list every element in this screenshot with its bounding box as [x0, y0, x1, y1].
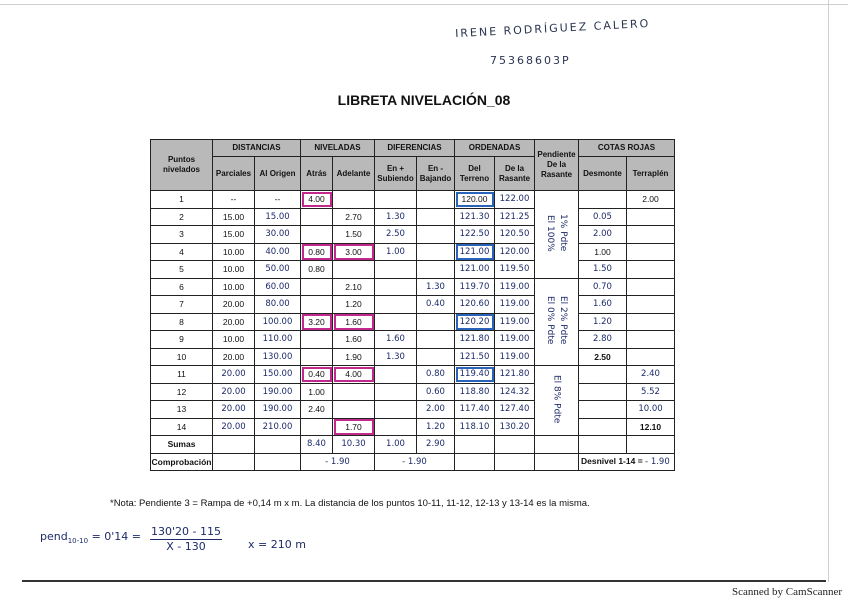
cell-rasante: 119.00	[495, 278, 535, 296]
sumas-row	[151, 436, 675, 454]
desnivel-cell	[579, 453, 675, 471]
cell-bajando	[417, 208, 455, 226]
cell-desmonte: 2.80	[579, 331, 627, 349]
cell-bajando: 0.80	[417, 366, 455, 384]
cell-adelante	[333, 261, 375, 279]
cell-origen: 50.00	[255, 261, 301, 279]
cell-rasante: 120.00	[495, 243, 535, 261]
cell-atras	[301, 331, 333, 349]
cell-adelante: 3.00	[333, 243, 375, 261]
table-row	[151, 313, 675, 331]
cell-subiendo: 1.00	[375, 243, 417, 261]
header-rasante: De la Rasante	[495, 157, 535, 191]
cell-punto: 6	[151, 278, 213, 296]
cell-adelante: 2.70	[333, 208, 375, 226]
cell-punto: 7	[151, 296, 213, 314]
header-ordenadas: ORDENADAS	[455, 140, 535, 157]
cell-terreno: 119.70	[455, 278, 495, 296]
formula-result: x = 210 m	[248, 538, 306, 551]
header-adelante: Adelante	[333, 157, 375, 191]
cell-desmonte: 1.60	[579, 296, 627, 314]
formula-lhs: pend	[40, 530, 68, 543]
cell-atras	[301, 296, 333, 314]
header-niveladas: NIVELADAS	[301, 140, 375, 157]
cell-subiendo: 2.50	[375, 226, 417, 244]
scanner-footer: Scanned by CamScanner	[732, 586, 842, 598]
header-terraplen: Terraplén	[627, 157, 675, 191]
student-name: IRENE RODRÍGUEZ CALERO	[454, 16, 651, 41]
cell-origen: 30.00	[255, 226, 301, 244]
sumas-label: Sumas	[151, 436, 213, 454]
table-row	[151, 261, 675, 279]
cell-subiendo	[375, 313, 417, 331]
comprobacion-row	[151, 453, 675, 471]
table-row	[151, 243, 675, 261]
cell-punto: 2	[151, 208, 213, 226]
cell-rasante: 122.00	[495, 191, 535, 209]
header-subiendo: En + Subiendo	[375, 157, 417, 191]
cell-rasante: 121.80	[495, 366, 535, 384]
leveling-table	[150, 139, 675, 471]
header-distancias: DISTANCIAS	[213, 140, 301, 157]
cell-adelante: 1.70	[333, 418, 375, 436]
cell-terreno: 121.50	[455, 348, 495, 366]
cell-bajando	[417, 331, 455, 349]
cell-terraplen: 2.40	[627, 366, 675, 384]
header-cotas: COTAS ROJAS	[579, 140, 675, 157]
cell-desmonte: 1.00	[579, 243, 627, 261]
table-row	[151, 226, 675, 244]
cell-subiendo: 1.30	[375, 208, 417, 226]
cell-desmonte: 1.20	[579, 313, 627, 331]
cell-bajando: 0.60	[417, 383, 455, 401]
header-pendiente: Pendiente De la Rasante	[535, 140, 579, 191]
pendiente-note-2: El 0% Pdte El 2% Pdte	[535, 278, 579, 366]
cell-terreno: 118.80	[455, 383, 495, 401]
cell-terraplen	[627, 331, 675, 349]
header-atras: Atrás	[301, 157, 333, 191]
cell-atras: 0.80	[301, 243, 333, 261]
table-row	[151, 208, 675, 226]
formula-denominator: X - 130	[166, 540, 206, 553]
cell-desmonte: 0.05	[579, 208, 627, 226]
cell-rasante: 130.20	[495, 418, 535, 436]
formula	[40, 530, 141, 545]
table-row	[151, 331, 675, 349]
cell-adelante: 1.60	[333, 331, 375, 349]
pendiente-note-3: El 8% Pdte	[535, 366, 579, 436]
cell-origen: 80.00	[255, 296, 301, 314]
cell-desmonte: 2.00	[579, 226, 627, 244]
cell-terreno: 119.40	[455, 366, 495, 384]
cell-atras: 0.80	[301, 261, 333, 279]
cell-terraplen: 2.00	[627, 191, 675, 209]
table-row	[151, 383, 675, 401]
header-bajando: En - Bajando	[417, 157, 455, 191]
cell-terreno: 121.00	[455, 243, 495, 261]
cell-subiendo: 1.60	[375, 331, 417, 349]
comprobacion-niveladas: - 1.90	[301, 453, 375, 471]
cell-parciales: 10.00	[213, 261, 255, 279]
formula-fraction	[150, 525, 222, 553]
cell-parciales: 10.00	[213, 278, 255, 296]
cell-atras: 1.00	[301, 383, 333, 401]
cell-atras: 4.00	[301, 191, 333, 209]
cell-rasante: 119.00	[495, 348, 535, 366]
cell-adelante: 1.90	[333, 348, 375, 366]
cell-rasante: 127.40	[495, 401, 535, 419]
cell-origen: 15.00	[255, 208, 301, 226]
cell-atras: 2.40	[301, 401, 333, 419]
header-al-origen: Al Origen	[255, 157, 301, 191]
cell-atras	[301, 226, 333, 244]
table-row	[151, 418, 675, 436]
cell-adelante	[333, 401, 375, 419]
cell-subiendo	[375, 418, 417, 436]
header-desmonte: Desmonte	[579, 157, 627, 191]
cell-terraplen: 12.10	[627, 418, 675, 436]
cell-rasante: 119.50	[495, 261, 535, 279]
cell-parciales: 15.00	[213, 208, 255, 226]
desnivel-value: - 1.90	[645, 457, 670, 468]
comprobacion-label: Comprobación	[151, 453, 213, 471]
header-diferencias: DIFERENCIAS	[375, 140, 455, 157]
table-row	[151, 191, 675, 209]
cell-terraplen	[627, 313, 675, 331]
cell-punto: 3	[151, 226, 213, 244]
cell-desmonte	[579, 191, 627, 209]
header-terreno: Del Terreno	[455, 157, 495, 191]
cell-subiendo	[375, 296, 417, 314]
cell-adelante: 4.00	[333, 366, 375, 384]
cell-bajando	[417, 243, 455, 261]
cell-parciales: 20.00	[213, 348, 255, 366]
cell-desmonte	[579, 383, 627, 401]
cell-atras: 0.40	[301, 366, 333, 384]
cell-atras	[301, 208, 333, 226]
cell-adelante	[333, 191, 375, 209]
cell-origen: 190.00	[255, 401, 301, 419]
cell-parciales: 20.00	[213, 313, 255, 331]
cell-adelante	[333, 383, 375, 401]
cell-punto: 4	[151, 243, 213, 261]
cell-origen: 40.00	[255, 243, 301, 261]
cell-terraplen: 5.52	[627, 383, 675, 401]
cell-desmonte	[579, 418, 627, 436]
cell-adelante: 2.10	[333, 278, 375, 296]
cell-subiendo	[375, 383, 417, 401]
page-edge	[828, 0, 829, 582]
cell-adelante: 1.50	[333, 226, 375, 244]
cell-terreno: 118.10	[455, 418, 495, 436]
comprobacion-diferencias: - 1.90	[375, 453, 455, 471]
header-puntos: Puntos nivelados	[151, 140, 213, 191]
cell-bajando: 1.30	[417, 278, 455, 296]
cell-terreno: 120.00	[455, 191, 495, 209]
cell-terraplen	[627, 243, 675, 261]
sumas-subiendo: 1.00	[375, 436, 417, 454]
cell-bajando: 1.20	[417, 418, 455, 436]
cell-punto: 8	[151, 313, 213, 331]
cell-origen: 210.00	[255, 418, 301, 436]
cell-parciales: 20.00	[213, 418, 255, 436]
cell-bajando	[417, 348, 455, 366]
cell-subiendo	[375, 278, 417, 296]
cell-terraplen	[627, 261, 675, 279]
cell-terreno: 120.60	[455, 296, 495, 314]
cell-desmonte: 0.70	[579, 278, 627, 296]
cell-subiendo	[375, 401, 417, 419]
cell-origen: --	[255, 191, 301, 209]
cell-terreno: 122.50	[455, 226, 495, 244]
cell-rasante: 120.50	[495, 226, 535, 244]
cell-bajando	[417, 226, 455, 244]
cell-subiendo: 1.30	[375, 348, 417, 366]
cell-rasante: 121.25	[495, 208, 535, 226]
top-rule	[0, 4, 848, 5]
cell-desmonte	[579, 366, 627, 384]
cell-terraplen	[627, 348, 675, 366]
cell-terraplen	[627, 278, 675, 296]
cell-adelante: 1.60	[333, 313, 375, 331]
cell-terraplen	[627, 226, 675, 244]
cell-origen: 60.00	[255, 278, 301, 296]
cell-origen: 150.00	[255, 366, 301, 384]
table-row	[151, 296, 675, 314]
cell-bajando	[417, 313, 455, 331]
cell-punto: 14	[151, 418, 213, 436]
cell-origen: 110.00	[255, 331, 301, 349]
cell-punto: 5	[151, 261, 213, 279]
page-title: LIBRETA NIVELACIÓN_08	[337, 92, 511, 108]
cell-rasante: 119.00	[495, 331, 535, 349]
table-row	[151, 278, 675, 296]
cell-atras	[301, 278, 333, 296]
cell-bajando	[417, 191, 455, 209]
cell-parciales: 10.00	[213, 243, 255, 261]
cell-atras	[301, 418, 333, 436]
cell-rasante: 119.00	[495, 296, 535, 314]
formula-eq: = 0'14 =	[91, 530, 142, 543]
footnote: *Nota: Pendiente 3 = Rampa de +0,14 m x m. La distancia de los puntos 10-11, 11-12, 12-13 y 13-14 es la misma.	[110, 498, 590, 509]
cell-bajando	[417, 261, 455, 279]
cell-subiendo	[375, 366, 417, 384]
cell-terreno: 117.40	[455, 401, 495, 419]
cell-terraplen	[627, 296, 675, 314]
sumas-bajando: 2.90	[417, 436, 455, 454]
cell-parciales: 20.00	[213, 366, 255, 384]
cell-punto: 1	[151, 191, 213, 209]
cell-parciales: 20.00	[213, 401, 255, 419]
cell-parciales: 20.00	[213, 383, 255, 401]
cell-parciales: --	[213, 191, 255, 209]
cell-origen: 190.00	[255, 383, 301, 401]
cell-subiendo	[375, 191, 417, 209]
cell-bajando: 0.40	[417, 296, 455, 314]
cell-subiendo	[375, 261, 417, 279]
student-id: 75368603P	[490, 54, 571, 67]
cell-punto: 13	[151, 401, 213, 419]
cell-punto: 9	[151, 331, 213, 349]
cell-terreno: 120.20	[455, 313, 495, 331]
cell-parciales: 10.00	[213, 331, 255, 349]
cell-origen: 130.00	[255, 348, 301, 366]
cell-punto: 12	[151, 383, 213, 401]
cell-rasante: 119.00	[495, 313, 535, 331]
table-row	[151, 401, 675, 419]
cell-terreno: 121.80	[455, 331, 495, 349]
cell-rasante: 124.32	[495, 383, 535, 401]
sumas-atras: 8.40	[301, 436, 333, 454]
cell-adelante: 1.20	[333, 296, 375, 314]
table-row	[151, 348, 675, 366]
cell-parciales: 20.00	[213, 296, 255, 314]
header-parciales: Parciales	[213, 157, 255, 191]
cell-punto: 10	[151, 348, 213, 366]
formula-lhs-sub: 10-10	[67, 537, 89, 546]
table-row	[151, 366, 675, 384]
cell-terreno: 121.00	[455, 261, 495, 279]
cell-atras	[301, 348, 333, 366]
cell-desmonte	[579, 401, 627, 419]
sumas-adelante: 10.30	[333, 436, 375, 454]
cell-bajando: 2.00	[417, 401, 455, 419]
formula-numerator: 130'20 - 115	[151, 525, 221, 538]
cell-punto: 11	[151, 366, 213, 384]
cell-parciales: 15.00	[213, 226, 255, 244]
cell-atras: 3.20	[301, 313, 333, 331]
cell-terraplen: 10.00	[627, 401, 675, 419]
cell-terraplen	[627, 208, 675, 226]
cell-origen: 100.00	[255, 313, 301, 331]
cell-desmonte: 1.50	[579, 261, 627, 279]
cell-terreno: 121.30	[455, 208, 495, 226]
desnivel-label: Desnivel 1-14 =	[581, 456, 643, 467]
pendiente-note-1: El 100% 1% Pdte	[535, 191, 579, 279]
cell-desmonte: 2.50	[579, 348, 627, 366]
bottom-rule	[22, 580, 826, 582]
